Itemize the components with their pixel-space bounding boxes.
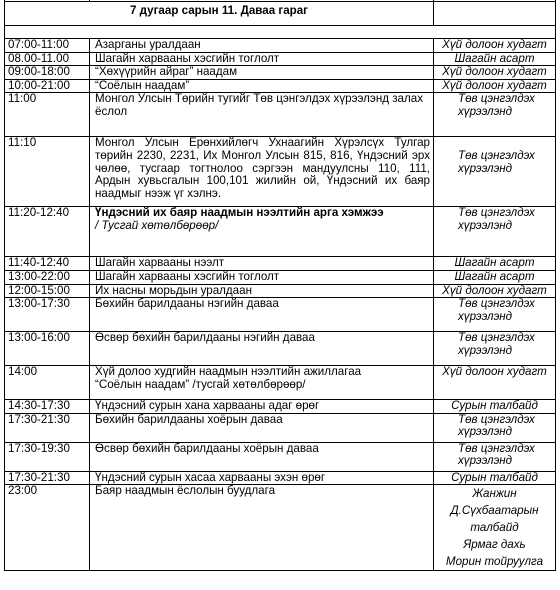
time-cell: 11:00 [5,93,90,137]
place-cell [434,2,556,26]
event-cell: Баяр наадмын ёслолын буудлага [90,485,434,571]
time-cell: 17:30-21:30 [5,413,90,442]
event-cell: Азарганы уралдаан [90,39,434,53]
date-heading-row [5,2,556,26]
time-cell: 11:10 [5,137,90,207]
place-line: Морин тойруулга [445,555,544,569]
place-cell [434,137,556,207]
table-row [5,332,556,366]
time-cell: 17:30-19:30 [5,442,90,471]
table-row [5,366,556,400]
place-cell [434,298,556,332]
table-row [5,270,556,284]
time-cell: 14:00 [5,366,90,400]
time-cell: 11:20-12:40 [5,207,90,257]
schedule-table [4,0,556,571]
event-line: “Соёлын наадам” /тусгай хөтөлбөрөөр/ [95,377,306,391]
table-row [5,485,556,571]
place-text: Төв цэнгэлдэх хүрээлэнд [458,206,535,232]
time-cell: 23:00 [5,485,90,571]
place-line: Жанжин [472,487,517,501]
time-cell: 17:30-21:30 [5,471,90,485]
event-cell: Монгол Улсын Ерөнхийлөгч Ухнаагийн Хүрэлсүх Тулгар төрийн 2230, 2231, Их Монгол Улсын 815, 816, Үндэсний эрх чөлөө, тусгаар тогтнолоо сэргээн мандуулсны 110, 111, Ардын хувьсгалын 100,101 жилийн ой, Үндэсний их баяр наадмыг нээж үг хэлнэ. [90,137,434,207]
place-cell: Хүй долоон худагт [434,39,556,53]
table-row [5,79,556,93]
place-cell: Сурын талбайд [434,471,556,485]
event-cell: Үндэсний сурын хана харвааны адаг өрөг [90,400,434,414]
place-line: Д.Сүхбаатарын [450,504,539,518]
event-cell: Монгол Улсын Төрийн тугийг Төв цэнгэлдэх хүрээлэнд залах ёслол [90,93,434,137]
table-row [5,66,556,80]
place-cell [434,93,556,137]
table-row [5,413,556,442]
table-row [5,257,556,271]
place-line: талбайд [470,521,519,535]
place-cell [434,413,556,442]
place-cell [434,332,556,366]
table-row [5,93,556,137]
time-cell: 13:00-22:00 [5,270,90,284]
time-cell: 13:00-17:30 [5,298,90,332]
time-cell: 12:00-15:00 [5,284,90,298]
event-cell: “Соёлын наадам” [90,79,434,93]
time-cell: 14:30-17:30 [5,400,90,414]
event-line: Хүй долоо худгийн наадмын нээлтийн ажиллагаа [95,365,362,379]
table-row [5,298,556,332]
time-cell: 13:00-16:00 [5,332,90,366]
event-cell [90,366,434,400]
event-cell: Өсвөр бөхийн барилдааны нэгийн даваа [90,332,434,366]
place-text: Төв цэнгэлдэх хүрээлэнд [458,331,535,357]
event-cell: Шагайн харвааны хэсгийн тоглолт [90,52,434,66]
place-cell: Шагайн асарт [434,52,556,66]
event-title: Үндэсний их баяр наадмын нээлтийн арга хэмжээ [95,206,384,220]
event-cell: Өсвөр бөхийн барилдааны хоёрын даваа [90,442,434,471]
date-heading: 7 дугаар сарын 11. Даваа гараг [5,2,434,26]
place-cell: Шагайн асарт [434,257,556,271]
place-cell [434,207,556,257]
event-cell: Их насны морьдын уралдаан [90,284,434,298]
table-row [5,137,556,207]
place-cell: Шагайн асарт [434,270,556,284]
place-cell: Хүй долоон худагт [434,366,556,400]
table-row [5,207,556,257]
place-cell [434,442,556,471]
place-cell: Сурын талбайд [434,400,556,414]
place-cell: Хүй долоон худагт [434,284,556,298]
event-cell: Бөхийн барилдааны нэгийн даваа [90,298,434,332]
time-cell: 07:00-11:00 [5,39,90,53]
spacer-row [5,26,556,39]
place-cell: Хүй долоон худагт [434,66,556,80]
event-cell: Үндэсний сурын хасаа харвааны эхэн өрөг [90,471,434,485]
table-row [5,39,556,53]
table-row [5,400,556,414]
place-text: Төв цэнгэлдэх хүрээлэнд [458,412,535,439]
table-row [5,284,556,298]
event-cell: Шагайн харвааны нээлт [90,257,434,271]
place-cell: Хүй долоон худагт [434,79,556,93]
event-cell [90,207,434,257]
event-cell: Шагайн харвааны хэсгийн тоглолт [90,270,434,284]
event-cell: Бөхийн барилдааны хоёрын даваа [90,413,434,442]
event-note: / Тусгай хөтөлбөрөөр/ [95,218,219,232]
place-line: Ярмаг дахь [463,538,526,552]
place-text: Төв цэнгэлдэх хүрээлэнд [458,441,535,468]
time-cell: 10:00-21:00 [5,79,90,93]
event-cell: “Хөхүүрийн айраг” наадам [90,66,434,80]
time-cell: 08.00-11.00 [5,52,90,66]
place-text: Төв цэнгэлдэх хүрээлэнд [458,149,535,175]
table-row [5,52,556,66]
time-cell: 09:00-18:00 [5,66,90,80]
place-cell [434,485,556,571]
table-row [5,471,556,485]
table-row [5,442,556,471]
place-text: Төв цэнгэлдэх хүрээлэнд [458,297,535,323]
place-text: Төв цэнгэлдэх хүрээлэнд [458,92,535,118]
time-cell: 11:40-12:40 [5,257,90,271]
